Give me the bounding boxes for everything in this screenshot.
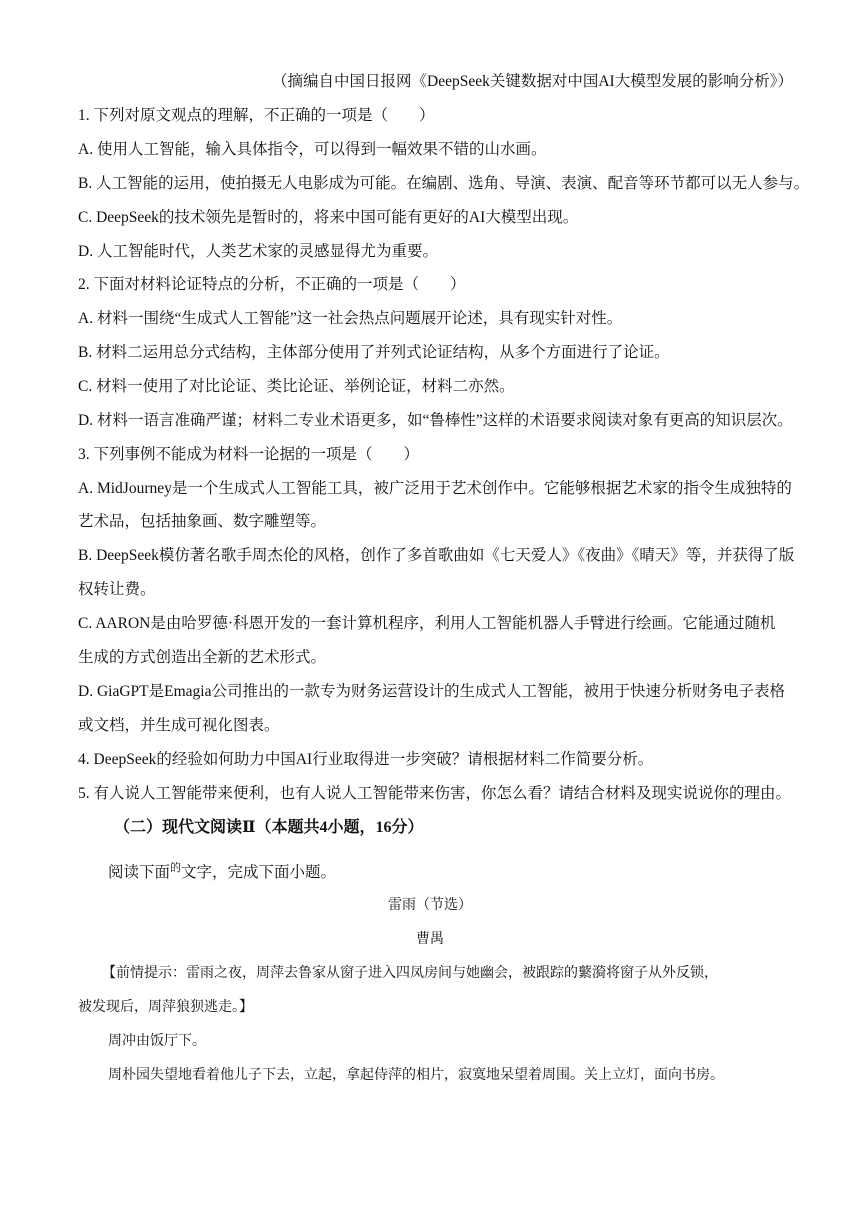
question-4-stem: 4. DeepSeek的经验如何助力中国AI行业取得进一步突破？请根据材料二作简要分析。 <box>78 751 654 768</box>
stage-direction-2: 周朴园失望地看着他儿子下去，立起，拿起侍萍的相片，寂寞地呆望着周围。关上立灯，面向书房。 <box>108 1067 724 1083</box>
question-2-option-c: C. 材料一使用了对比论证、类比论证、举例论证，材料二亦然。 <box>78 378 515 395</box>
question-1-stem: 1. 下列对原文观点的理解，不正确的一项是（ ） <box>78 107 435 124</box>
play-title: 雷雨（节选） <box>388 897 472 913</box>
source-note: （摘编自中国日报网《DeepSeek关键数据对中国AI大模型发展的影响分析》） <box>272 73 793 90</box>
question-3-stem: 3. 下列事例不能成为材料一论据的一项是（ ） <box>78 446 420 463</box>
question-3-option-b-line-1: B. DeepSeek模仿著名歌手周杰伦的风格，创作了多首歌曲如《七天爱人》《夜曲》《晴天》等，并获得了版 <box>78 547 795 564</box>
instruction-after: 文字，完成下面小题。 <box>181 864 337 881</box>
question-3-option-d-line-2: 或文档，并生成可视化图表。 <box>78 717 280 734</box>
section-heading: （二）现代文阅读Ⅱ（本题共4小题，16分） <box>114 819 424 836</box>
question-5-stem: 5. 有人说人工智能带来便利，也有人说人工智能带来伤害，你怎么看？请结合材料及现实说说你的理由。 <box>78 785 792 802</box>
question-2-option-a: A. 材料一围绕“生成式人工智能”这一社会热点问题展开论述，具有现实针对性。 <box>78 310 623 327</box>
stage-direction-1: 周冲由饭厅下。 <box>108 1033 206 1049</box>
question-1-option-d: D. 人工智能时代，人类艺术家的灵感显得尤为重要。 <box>78 243 438 260</box>
play-author: 曹禺 <box>416 931 444 947</box>
question-3-option-a-line-1: A. MidJourney是一个生成式人工智能工具，被广泛用于艺术创作中。它能够根据艺术家的指令生成独特的 <box>78 480 792 497</box>
question-1-option-a: A. 使用人工智能，输入具体指令，可以得到一幅效果不错的山水画。 <box>78 141 547 158</box>
instruction-sup: 的 <box>170 862 182 874</box>
question-3-option-b-line-2: 权转让费。 <box>78 581 156 598</box>
instruction-before: 阅读下面 <box>108 864 171 881</box>
question-2-option-b: B. 材料二运用总分式结构，主体部分使用了并列式论证结构，从多个方面进行了论证。 <box>78 344 670 361</box>
question-3-option-a-line-2: 艺术品，包括抽象画、数字雕塑等。 <box>78 513 327 530</box>
question-2-stem: 2. 下面对材料论证特点的分析，不正确的一项是（ ） <box>78 276 466 293</box>
question-3-option-c-line-1: C. AARON是由哈罗德·科恩开发的一套计算机程序，利用人工智能机器人手臂进行绘画。它能通过随机 <box>78 615 776 632</box>
question-1-option-b: B. 人工智能的运用，使拍摄无人电影成为可能。在编剧、选角、导演、表演、配音等环节都可以无人参与。 <box>78 175 810 192</box>
question-1-option-c: C. DeepSeek的技术领先是暂时的，将来中国可能有更好的AI大模型出现。 <box>78 209 579 226</box>
play-prelude-line-1: 【前情提示：雷雨之夜，周萍去鲁家从窗子进入四凤房间与她幽会，被跟踪的蘩漪将窗子从外反锁， <box>102 965 718 981</box>
question-3-option-c-line-2: 生成的方式创造出全新的艺术形式。 <box>78 649 327 666</box>
play-prelude-line-2: 被发现后，周萍狼狈逃走。】 <box>78 999 253 1015</box>
question-3-option-d-line-1: D. GiaGPT是Emagia公司推出的一款专为财务运营设计的生成式人工智能，被用于快速分析财务电子表格 <box>78 683 785 700</box>
reading-instruction <box>108 858 336 883</box>
question-2-option-d: D. 材料一语言准确严谨；材料二专业术语更多，如“鲁棒性”这样的术语要求阅读对象有更高的知识层次。 <box>78 412 793 429</box>
